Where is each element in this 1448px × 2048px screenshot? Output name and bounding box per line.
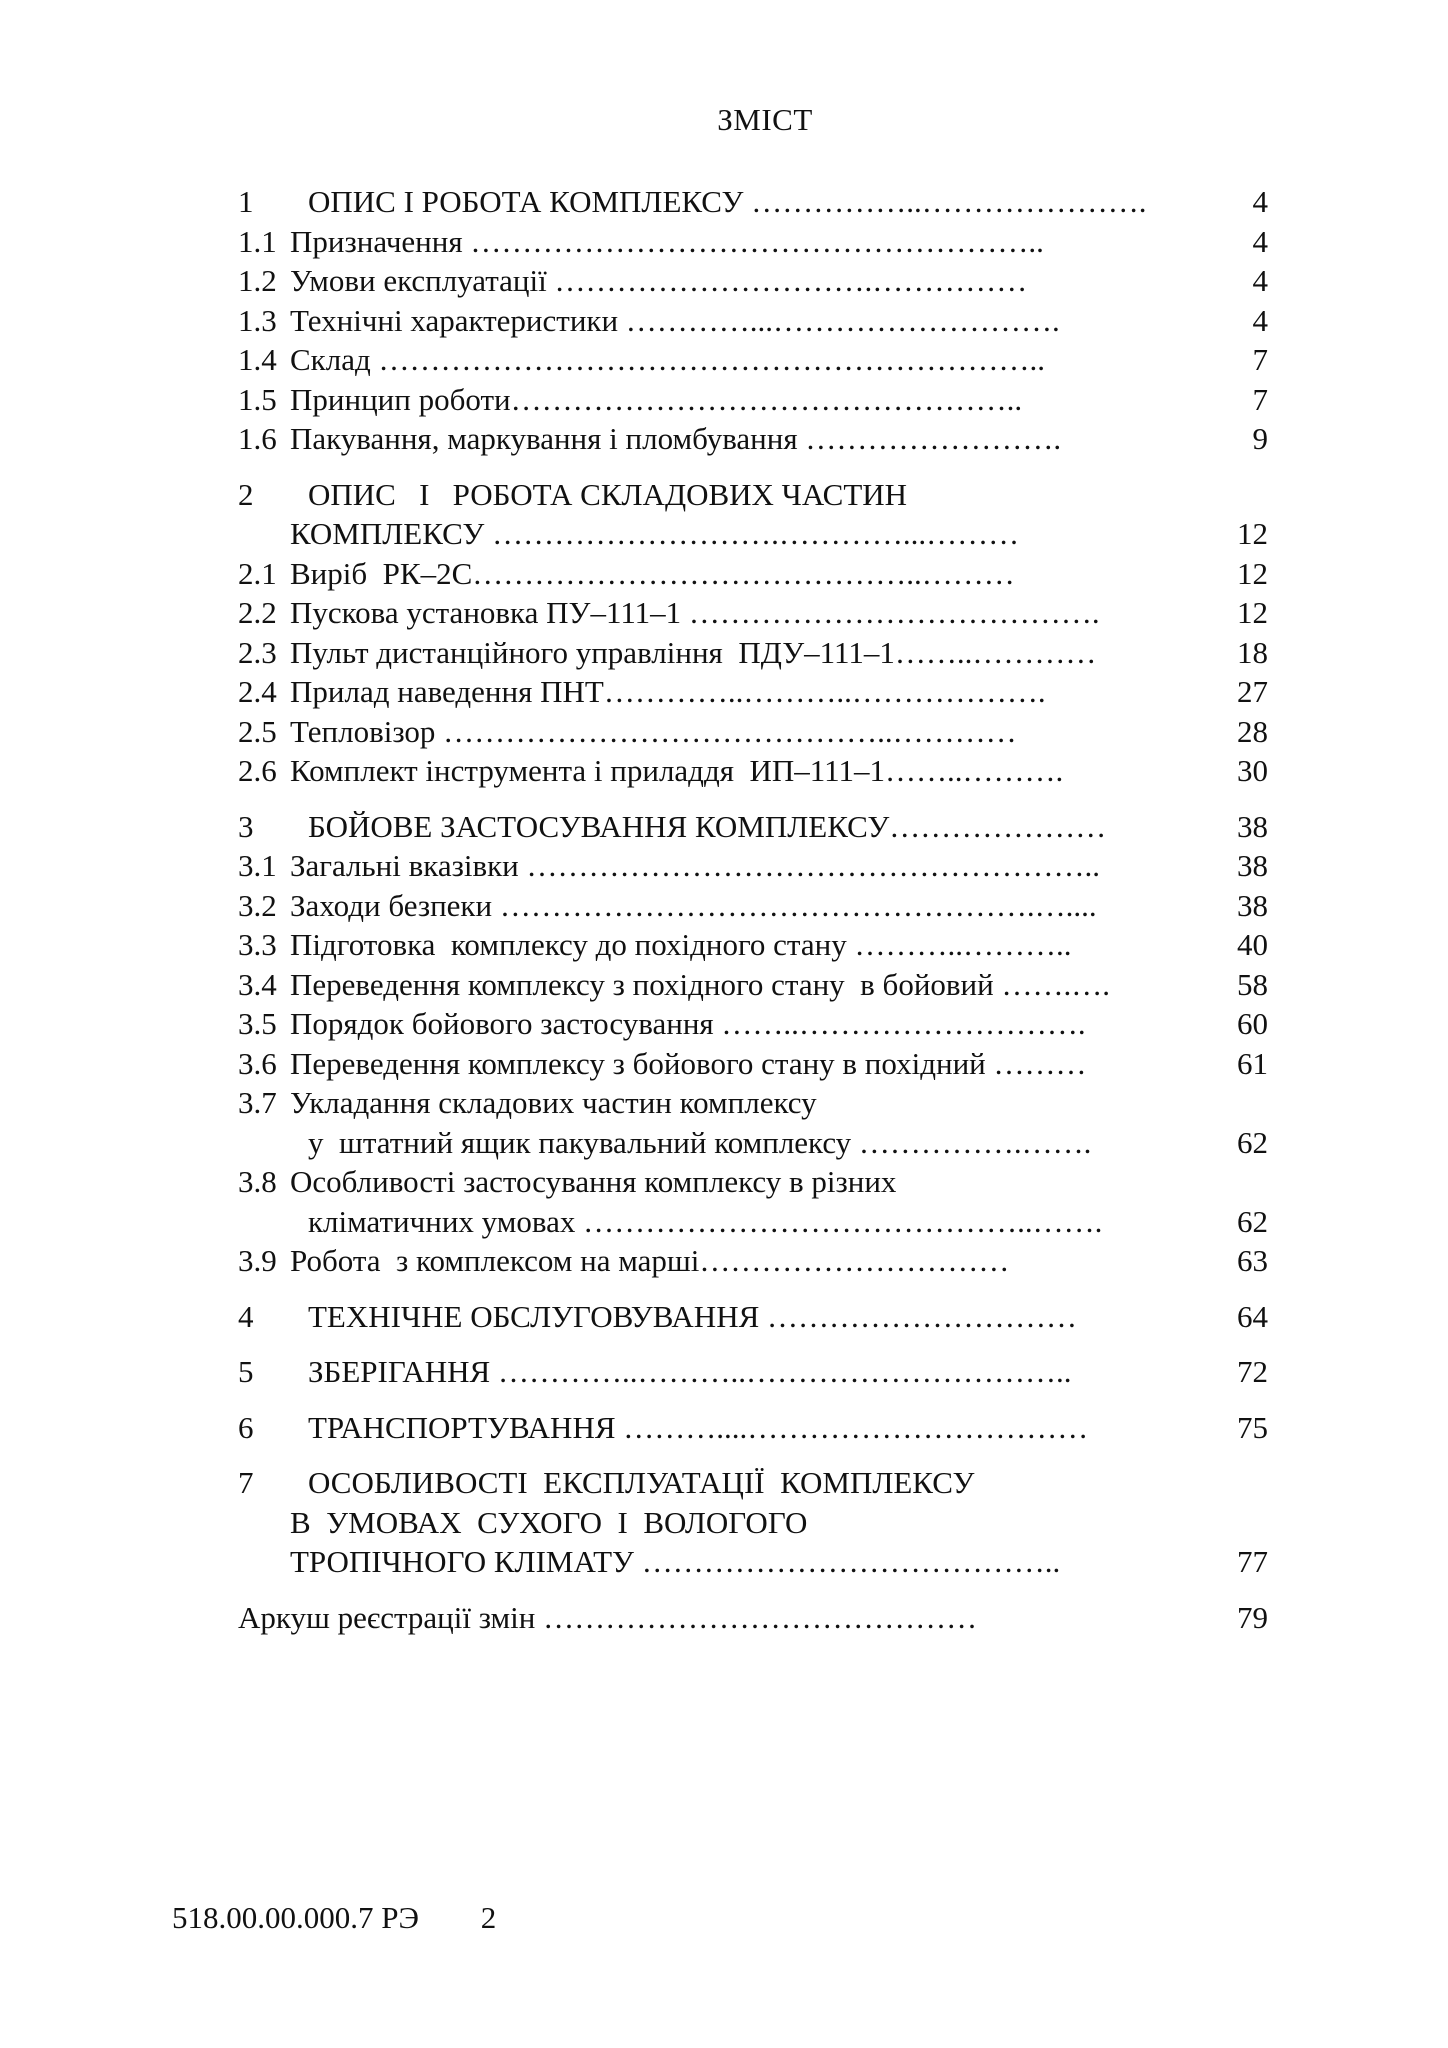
toc-entry-title: ОСОБЛИВОСТІ ЕКСПЛУАТАЦІЇ КОМПЛЕКСУ [308, 1465, 975, 1500]
toc-entry [238, 1241, 1268, 1281]
toc-entry-title: ТРОПІЧНОГО КЛІМАТУ ………………………………….. [290, 1544, 1061, 1579]
toc-entry-page: 75 [1237, 1409, 1268, 1445]
toc-entry [238, 807, 1268, 847]
toc-entry-page: 64 [1237, 1298, 1268, 1334]
toc-entry-title: Тепловізор ……………………………………..………… [290, 713, 1017, 749]
toc-entry-title: Робота з комплексом на марші………………………… [290, 1243, 1010, 1278]
toc-entry-page: 38 [1237, 848, 1268, 883]
toc-entry-number: 1.5 [238, 381, 277, 417]
toc-entry [238, 633, 1268, 673]
toc-entry-number: 1.1 [238, 223, 277, 259]
toc-entry-page: 4 [1252, 302, 1268, 338]
toc-entry-title: Порядок бойового застосування ……..………………………. [290, 1006, 1086, 1041]
toc-entry [238, 751, 1268, 791]
toc-entry [238, 1503, 1268, 1543]
toc-entry-page: 28 [1237, 713, 1268, 749]
toc-entry [238, 222, 1268, 262]
toc-entry-number: 2.2 [238, 595, 277, 630]
toc-entry-page: 18 [1237, 634, 1268, 670]
toc-entry-page: 60 [1237, 1006, 1268, 1041]
toc-entry [238, 340, 1268, 380]
toc-entry-page: 12 [1237, 595, 1268, 630]
toc-entry [238, 1408, 1268, 1448]
toc-entry-title: Умови експлуатації ………………………….…………… [290, 263, 1028, 298]
toc-entry-title: Укладання складових частин комплексу [290, 1085, 817, 1120]
toc-entry-number: 3.2 [238, 887, 277, 923]
toc-entry-title: Загальні вказівки ……………………………………………….. [290, 848, 1100, 883]
toc-entry-title: Підготовка комплексу до похідного стану ………..……….. [290, 927, 1072, 962]
toc-entry [238, 1162, 1268, 1202]
toc-entry [238, 965, 1268, 1005]
toc-entry-title: Аркуш реєстрації змін …………………………………… [238, 1599, 978, 1635]
toc-entry [238, 846, 1268, 886]
toc-entry [238, 380, 1268, 420]
toc-entry-title: Пульт дистанційного управління ПДУ–111–1……..………… [290, 634, 1097, 670]
toc-entry-number: 1.3 [238, 302, 277, 338]
toc-entry-page: 72 [1237, 1354, 1268, 1389]
toc-entry [238, 1044, 1268, 1084]
toc-entry-title: Прилад наведення ПНТ…………..………..………………. [290, 674, 1046, 709]
toc-entry-page: 58 [1237, 966, 1268, 1002]
toc-entry-number: 3.4 [238, 966, 277, 1002]
toc-entry-page: 63 [1237, 1243, 1268, 1278]
toc-entry-number: 3.6 [238, 1045, 277, 1081]
toc-entry-title: Переведення комплексу з бойового стану в похідний ……… [290, 1045, 1087, 1081]
page-footer [172, 1900, 496, 1936]
toc-entry-page: 9 [1252, 421, 1268, 456]
toc-entry-number: 7 [238, 1465, 254, 1500]
toc-entry [238, 925, 1268, 965]
toc-entry-title: ТЕХНІЧНЕ ОБСЛУГОВУВАННЯ ………………………… [308, 1298, 1078, 1334]
toc-entry-title: Принцип роботи………………………………………….. [290, 381, 1023, 417]
toc-entry [238, 1297, 1268, 1337]
toc-entry-page: 30 [1237, 753, 1268, 788]
toc-entry-number: 6 [238, 1409, 254, 1445]
toc-entry-title: ЗБЕРІГАННЯ …………..………..………………………….. [308, 1354, 1072, 1389]
toc-entry [238, 1202, 1268, 1242]
toc-entry-title: ОПИС І РОБОТА СКЛАДОВИХ ЧАСТИН [308, 476, 908, 512]
toc-entry-page: 62 [1237, 1203, 1268, 1239]
toc-entry-number: 1 [238, 184, 254, 219]
toc-entry-page: 12 [1237, 555, 1268, 591]
toc-entry-number: 1.2 [238, 263, 277, 298]
toc-entry [238, 672, 1268, 712]
toc-entry [238, 1352, 1268, 1392]
toc-entry-title: Призначення ……………………………………………….. [290, 223, 1044, 259]
toc-entry [238, 1004, 1268, 1044]
toc-entry-number: 1.4 [238, 342, 277, 377]
toc-entry [238, 514, 1268, 554]
toc-entry [238, 1083, 1268, 1123]
toc-entry-number: 3 [238, 808, 254, 844]
toc-entry-page: 4 [1252, 263, 1268, 298]
toc-entry-title: ОПИС І РОБОТА КОМПЛЕКСУ ……………..…………………. [308, 184, 1147, 219]
toc-entry-title: Виріб РК–2С……………………………………..……… [290, 555, 1015, 591]
page-number: 2 [480, 1900, 497, 1935]
toc-entry-number: 4 [238, 1298, 254, 1334]
toc-entry-title: Особливості застосування комплексу в різних [290, 1164, 897, 1199]
toc-entry-page: 62 [1237, 1124, 1268, 1160]
toc-entry-number: 3.1 [238, 848, 277, 883]
table-of-contents [238, 182, 1268, 1637]
toc-entry-page: 4 [1252, 223, 1268, 259]
toc-entry-title: Комплект інструмента і приладдя ИП–111–1……..………. [290, 753, 1064, 788]
toc-entry-page: 38 [1237, 808, 1268, 844]
toc-entry [238, 301, 1268, 341]
toc-entry-number: 5 [238, 1354, 254, 1389]
toc-entry-number: 2.3 [238, 634, 277, 670]
toc-entry [238, 419, 1268, 459]
toc-entry-page: 38 [1237, 887, 1268, 923]
toc-entry-title: КОМПЛЕКСУ ……………………….…………...……… [290, 516, 1020, 551]
toc-entry-number: 2.5 [238, 713, 277, 749]
toc-entry-number: 1.6 [238, 421, 277, 456]
page-title: ЗМІСТ [717, 102, 813, 137]
toc-entry-page: 77 [1237, 1544, 1268, 1579]
toc-entry-title: БОЙОВЕ ЗАСТОСУВАННЯ КОМПЛЕКСУ………………… [308, 808, 1107, 844]
toc-entry [238, 886, 1268, 926]
toc-entry-number: 2.6 [238, 753, 277, 788]
toc-entry-title: В УМОВАХ СУХОГО І ВОЛОГОГО [290, 1504, 808, 1540]
toc-entry-title: ТРАНСПОРТУВАННЯ ………....…………………………… [308, 1409, 1089, 1445]
toc-entry-page: 4 [1252, 184, 1268, 219]
toc-entry [238, 475, 1268, 515]
toc-entry-number: 2.1 [238, 555, 277, 591]
toc-entry-number: 2.4 [238, 674, 277, 709]
toc-entry-number: 3.7 [238, 1085, 277, 1120]
toc-entry-page: 27 [1237, 674, 1268, 709]
toc-entry-number: 3.8 [238, 1164, 277, 1199]
toc-entry [238, 1123, 1268, 1163]
toc-entry [238, 1542, 1268, 1582]
toc-entry-number: 3.9 [238, 1243, 277, 1278]
toc-entry-title: Пакування, маркування і пломбування ……………………. [290, 421, 1062, 456]
toc-entry-page: 12 [1237, 516, 1268, 551]
toc-entry-title: у штатний ящик пакувальний комплексу …………….……. [308, 1124, 1092, 1160]
toc-entry-page: 61 [1237, 1045, 1268, 1081]
toc-entry-page: 7 [1252, 381, 1268, 417]
toc-entry-number: 2 [238, 476, 254, 512]
toc-entry [238, 593, 1268, 633]
toc-entry [238, 712, 1268, 752]
toc-entry [238, 554, 1268, 594]
toc-entry [238, 261, 1268, 301]
toc-entry-title: Склад ……………………………………………………….. [290, 342, 1045, 377]
toc-entry-page: 40 [1237, 927, 1268, 962]
toc-entry-title: Переведення комплексу з похідного стану в бойовий …….…. [290, 966, 1110, 1002]
toc-entry [238, 1463, 1268, 1503]
toc-entry-number: 3.3 [238, 927, 277, 962]
document-code: 518.00.00.000.7 РЭ [172, 1900, 419, 1935]
toc-entry-page: 7 [1252, 342, 1268, 377]
toc-entry [238, 1598, 1268, 1638]
toc-entry-title: Технічні характеристики …………...………………………. [290, 302, 1060, 338]
toc-entry-number: 3.5 [238, 1006, 277, 1041]
toc-entry [238, 182, 1268, 222]
toc-entry-title: Заходи безпеки …………………………………………….….... [290, 887, 1097, 923]
toc-entry-title: кліматичних умовах ……………………………………..……. [308, 1203, 1103, 1239]
toc-entry-page: 79 [1237, 1599, 1268, 1635]
toc-entry-title: Пускова установка ПУ–111–1 …………………………………. [290, 595, 1100, 630]
